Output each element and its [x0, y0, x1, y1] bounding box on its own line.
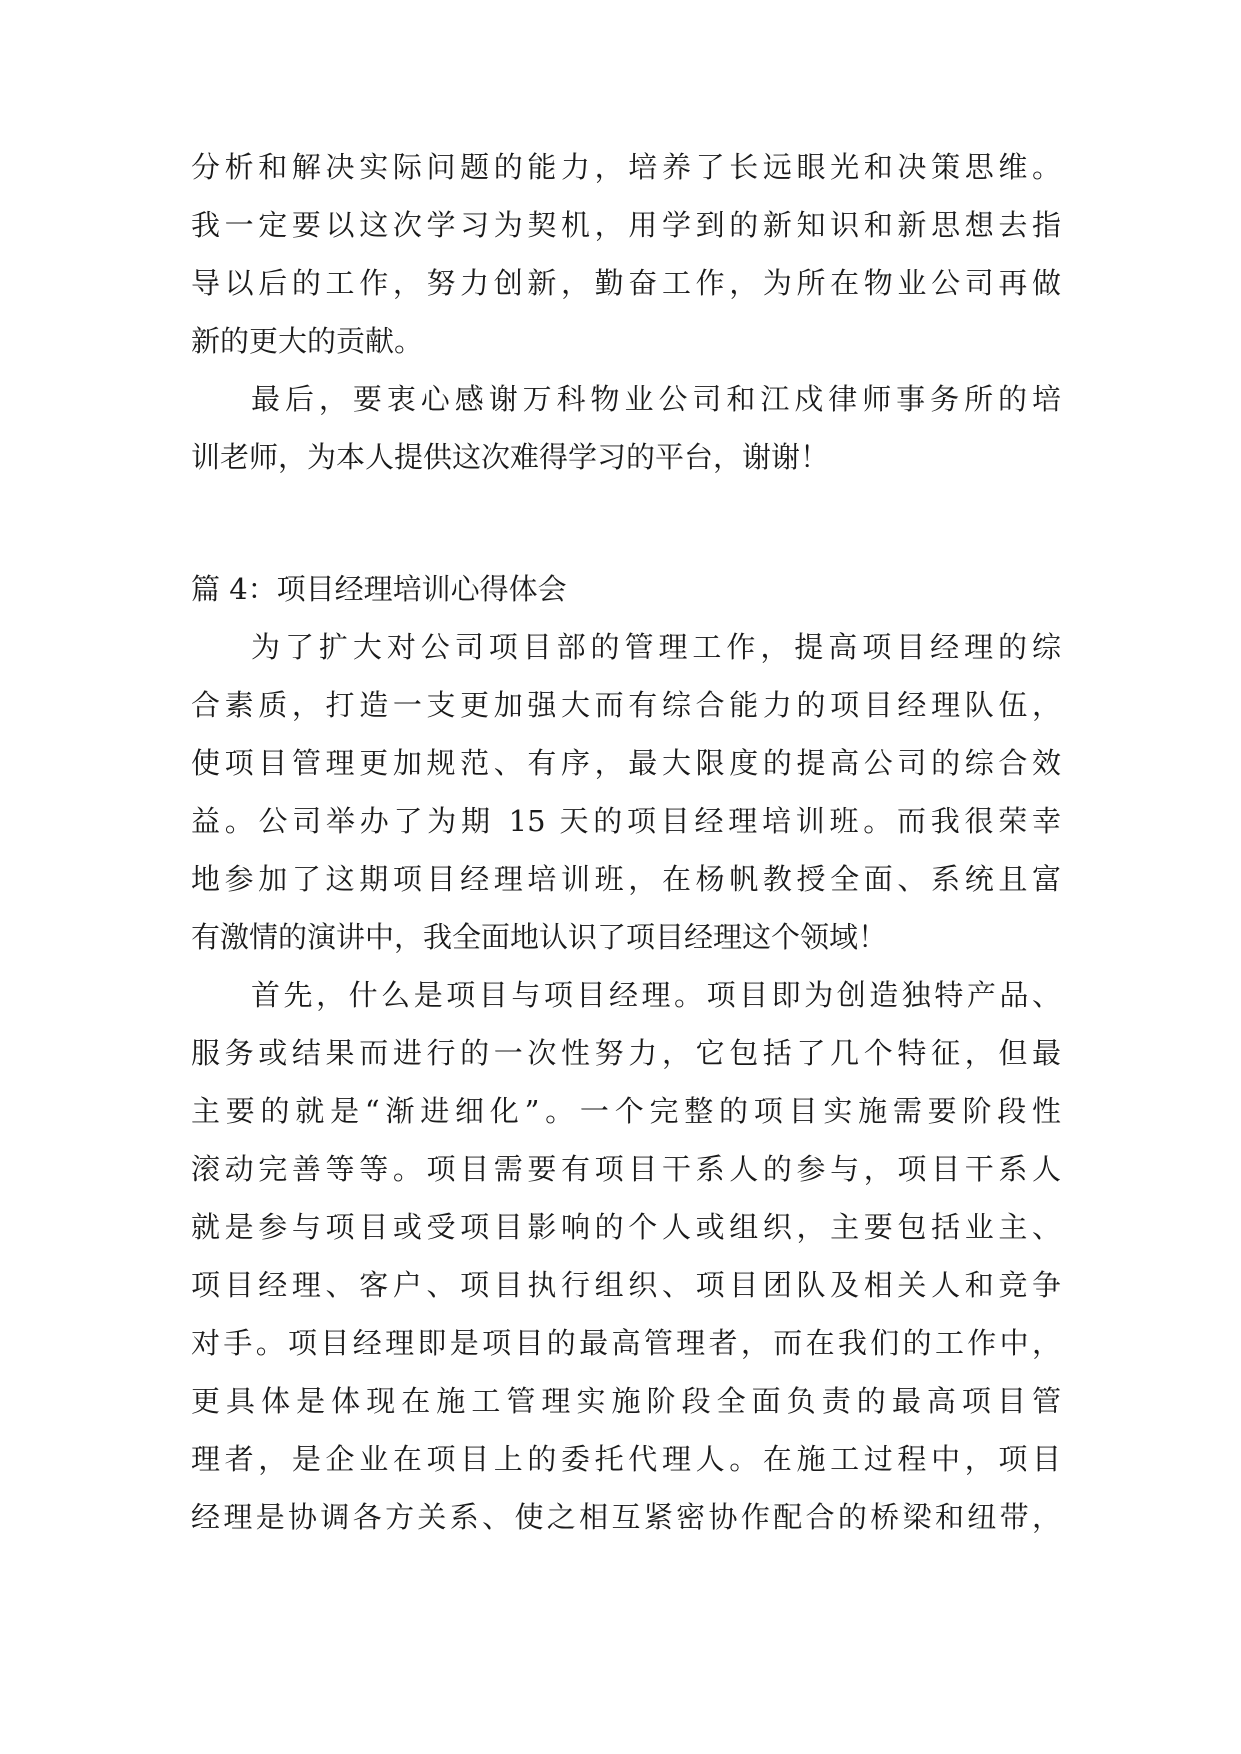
paragraph-4-line-2: 服务或结果而进行的一次性努力，它包括了几个特征，但最	[191, 1036, 1061, 1070]
paragraph-3-line-6: 有激情的演讲中，我全面地认识了项目经理这个领域！	[191, 920, 888, 954]
paragraph-4-line-9: 理者，是企业在项目上的委托代理人。在施工过程中，项目	[191, 1442, 1061, 1476]
paragraph-4-line-6: 项目经理、客户、项目执行组织、项目团队及相关人和竞争	[191, 1268, 1061, 1302]
paragraph-4-line-5: 就是参与项目或受项目影响的个人或组织，主要包括业主、	[191, 1210, 1061, 1244]
paragraph-2-line-1: 最后，要衷心感谢万科物业公司和江戍律师事务所的培	[251, 382, 1061, 416]
paragraph-3-line-3: 使项目管理更加规范、有序，最大限度的提高公司的综合效	[191, 746, 1061, 780]
paragraph-3-line-5: 地参加了这期项目经理培训班，在杨帆教授全面、系统且富	[191, 862, 1061, 896]
paragraph-3-line-1: 为了扩大对公司项目部的管理工作，提高项目经理的综	[251, 630, 1061, 664]
paragraph-4-line-8: 更具体是体现在施工管理实施阶段全面负责的最高项目管	[191, 1384, 1061, 1418]
paragraph-1-line-1: 分析和解决实际问题的能力，培养了长远眼光和决策思维。	[191, 150, 1061, 184]
paragraph-4-line-10: 经理是协调各方关系、使之相互紧密协作配合的桥梁和纽带，	[191, 1500, 1061, 1534]
paragraph-2-line-2: 训老师，为本人提供这次难得学习的平台，谢谢！	[191, 440, 830, 474]
paragraph-3-line-2: 合素质，打造一支更加强大而有综合能力的项目经理队伍，	[191, 688, 1061, 722]
paragraph-1-line-2: 我一定要以这次学习为契机，用学到的新知识和新思想去指	[191, 208, 1061, 242]
paragraph-4-line-3: 主要的就是“渐进细化”。一个完整的项目实施需要阶段性	[191, 1094, 1061, 1128]
paragraph-1-line-3: 导以后的工作，努力创新，勤奋工作，为所在物业公司再做	[191, 266, 1061, 300]
paragraph-4-line-7: 对手。项目经理即是项目的最高管理者，而在我们的工作中，	[191, 1326, 1061, 1360]
paragraph-4-line-1: 首先，什么是项目与项目经理。项目即为创造独特产品、	[251, 978, 1061, 1012]
paragraph-4-line-4: 滚动完善等等。项目需要有项目干系人的参与，项目干系人	[191, 1152, 1061, 1186]
paragraph-1-line-4: 新的更大的贡献。	[191, 324, 424, 358]
section-heading: 篇 4：项目经理培训心得体会	[191, 572, 567, 606]
paragraph-3-line-4: 益。公司举办了为期 15 天的项目经理培训班。而我很荣幸	[191, 804, 1061, 838]
